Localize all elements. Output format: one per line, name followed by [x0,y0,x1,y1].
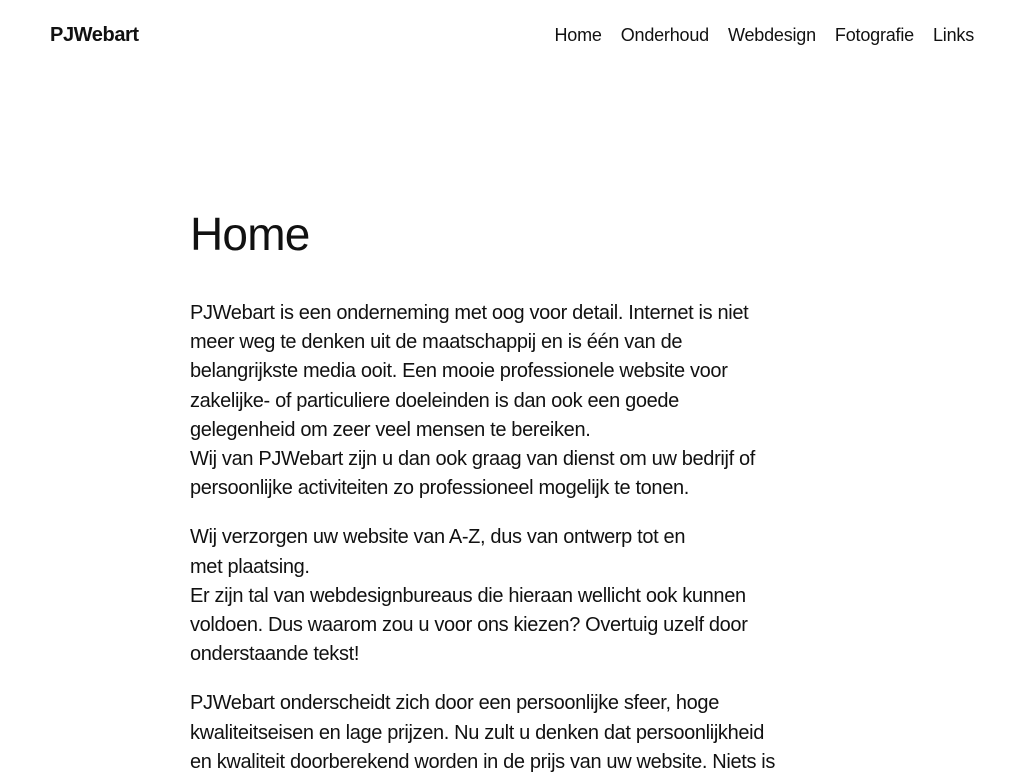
paragraph-line: kwaliteitseisen en lage prijzen. Nu zult u denken dat persoonlijkheid [190,721,764,744]
page-title: Home [190,208,310,260]
intro-paragraph [190,299,830,503]
nav-link-links[interactable]: Links [932,25,974,45]
nav-link-onderhoud[interactable]: Onderhoud [620,25,709,45]
services-paragraph [190,523,830,669]
nav-link-fotografie[interactable]: Fotografie [834,25,914,45]
paragraph-line: voldoen. Dus waarom zou u voor ons kiezen? Overtuig uzelf door [190,614,748,637]
paragraph-line: zakelijke- of particuliere doeleinden is dan ook een goede [190,389,679,412]
distinction-paragraph [190,689,830,777]
paragraph-line: persoonlijke activiteiten zo professioneel mogelijk te tonen. [190,477,689,500]
paragraph-line: en kwaliteit doorberekend worden in de prijs van uw website. Niets is [190,750,776,773]
paragraph-line: Er zijn tal van webdesignbureaus die hieraan wellicht ook kunnen [190,584,746,607]
paragraph-line: belangrijkste media ooit. Een mooie professionele website voor [190,360,728,383]
site-header [0,0,1024,70]
nav-link-webdesign[interactable]: Webdesign [727,25,816,45]
paragraph-line: PJWebart onderscheidt zich door een persoonlijke sfeer, hoge [190,692,719,715]
main-nav [554,22,974,48]
nav-link-home[interactable]: Home [554,25,602,45]
paragraph-line: gelegenheid om zeer veel mensen te bereiken. [190,418,591,441]
paragraph-line: Wij verzorgen uw website van A-Z, dus van ontwerp tot en [190,526,686,549]
paragraph-line: Wij van PJWebart zijn u dan ook graag van dienst om uw bedrijf of [190,448,755,471]
main-content [190,205,830,777]
paragraph-line: meer weg te denken uit de maatschappij en is één van de [190,331,683,354]
paragraph-line: met plaatsing. [190,555,310,578]
paragraph-line: onderstaande tekst! [190,643,360,666]
paragraph-line: PJWebart is een onderneming met oog voor detail. Internet is niet [190,302,749,324]
site-title-link[interactable]: PJWebart [50,24,139,46]
